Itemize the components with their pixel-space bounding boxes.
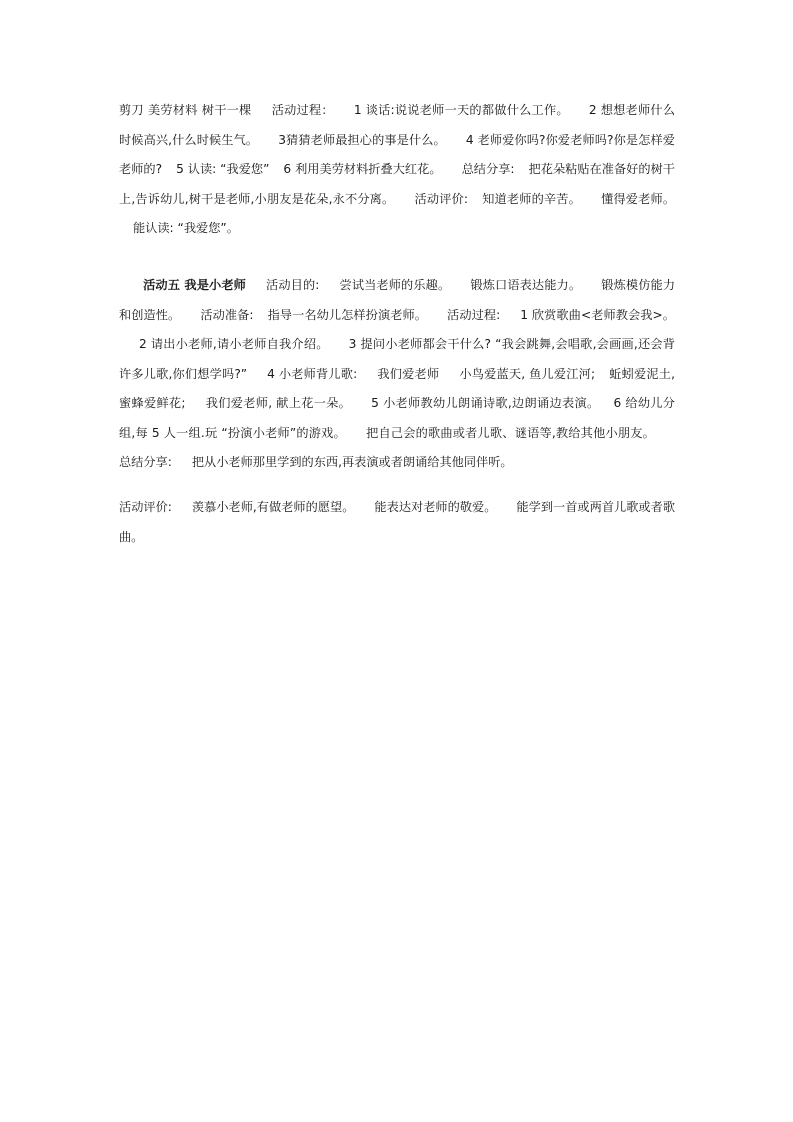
activity-five-paragraph: [119, 271, 675, 478]
process-step-6: 6 给幼儿分组,每 5 人一组.玩 “扮演小老师”的游戏。: [119, 396, 675, 440]
evaluation-item-1: 羡慕小老师,有做老师的愿望。: [191, 500, 355, 514]
rhyme-title: 我们爱老师: [377, 366, 440, 381]
goal-item-3: 锻炼模仿能力和创造性。: [119, 278, 676, 322]
goal-item-1: 尝试当老师的乐趣。: [339, 278, 451, 292]
process-step-3: 3 提问小老师都会干什么? “我会跳舞,会唱歌,会画画,还会背许多儿歌,你们想学吗?”: [119, 337, 675, 381]
summary-text: 把从小老师那里学到的东西,再表演或者朗诵给其他同伴听。: [191, 455, 513, 469]
goal-label: 活动目的:: [265, 278, 320, 292]
activity-five-evaluation-paragraph: [119, 493, 675, 552]
process-step-4: 4 小老师背儿歌:: [267, 366, 358, 381]
summary-label: 总结分享:: [461, 162, 515, 176]
evaluation-label: 活动评价:: [119, 500, 172, 514]
process-step-6: 6 利用美劳材料折叠大红花。: [283, 162, 442, 176]
activity-five-heading: 活动五 我是小老师: [143, 278, 246, 292]
process-step-2: 2 想想老师什么时候高兴,什么时候生气。: [119, 103, 676, 147]
materials-text: 剪刀 美劳材料 树干一棵: [119, 103, 252, 117]
evaluation-item-3: 能认读: “我爱您”。: [133, 221, 239, 235]
process-step-2: 2 请出小老师,请小老师自我介绍。: [139, 337, 329, 351]
rhyme-line-2: 蚯蚓爱泥土, 蜜蜂爱鲜花;: [119, 366, 676, 410]
preparation-text: 指导一名幼儿怎样扮演老师。: [267, 307, 427, 322]
process-step-5: 5 小老师教幼儿朗诵诗歌,边朗诵边表演。: [371, 396, 600, 410]
rhyme-line-3: 我们爱老师, 献上花一朵。: [205, 396, 352, 410]
goal-item-2: 锻炼口语表达能力。: [470, 278, 582, 292]
preparation-label: 活动准备:: [200, 307, 254, 322]
evaluation-item-2: 懂得爱老师。: [600, 191, 676, 206]
process-step-1: 1 谈话:说说老师一天的都做什么工作。: [353, 103, 569, 117]
process-step-5: 5 认读: “我爱您”: [176, 162, 270, 176]
evaluation-item-2: 能表达对老师的敬爱。: [374, 500, 497, 514]
process-step-6-detail: 把自己会的歌曲或者儿歌、谜语等,教给其他小朋友。: [365, 425, 655, 440]
activity-four-paragraph: [119, 96, 675, 244]
evaluation-label: 活动评价:: [414, 191, 469, 206]
evaluation-item-1: 知道老师的辛苦。: [482, 191, 581, 206]
process-label: 活动过程：: [271, 103, 334, 117]
summary-text: 把花朵粘贴在准备好的树干上,告诉幼儿,树干是老师,小朋友是花朵,永不分离。: [119, 162, 675, 206]
process-step-3: 3猜猜老师最担心的事是什么。: [278, 132, 446, 147]
evaluation-item-3: 能学到一首或两首儿歌或者歌曲。: [119, 500, 676, 544]
process-step-1: 1 欣赏歌曲<老师教会我>。: [520, 307, 675, 322]
process-label: 活动过程:: [446, 307, 501, 322]
rhyme-line-1: 小鸟爱蓝天, 鱼儿爱江河;: [459, 366, 596, 381]
summary-label: 总结分享:: [119, 455, 172, 469]
process-step-4: 4 老师爱你吗?你爱老师吗?你是怎样爱老师的?: [119, 132, 675, 176]
